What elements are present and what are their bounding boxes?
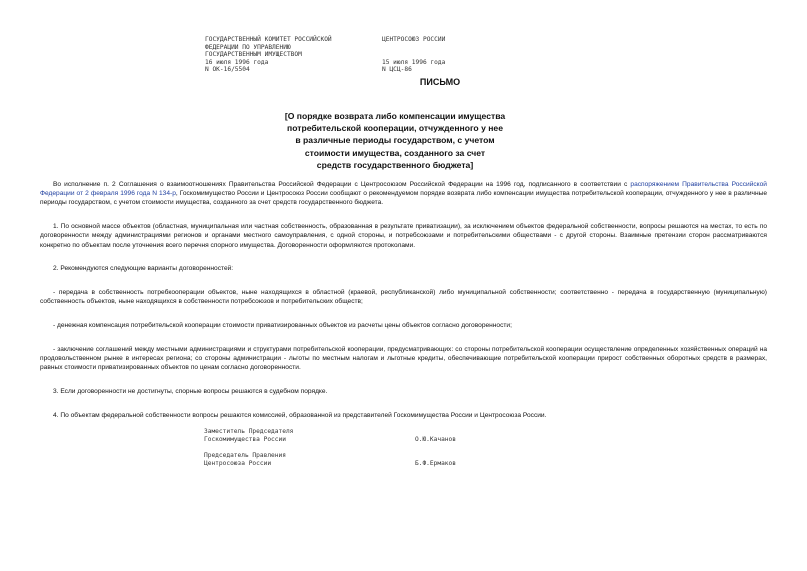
issuer-org-line-3: ГОСУДАРСТВЕННЫМ ИМУЩЕСТВОМ bbox=[205, 51, 302, 59]
title-line: [О порядке возврата либо компенсации имущества bbox=[284, 111, 506, 121]
document-kind: ПИСЬМО bbox=[419, 77, 461, 87]
signature-block-2-title: Председатель Правления Центросоюза России bbox=[204, 452, 286, 467]
signature-block-1-title: Заместитель Председателя Госкомимущества России bbox=[204, 428, 294, 443]
signature-2-name: Б.Ф.Ермаков bbox=[415, 460, 456, 467]
intro-paragraph: Во исполнение п. 2 Соглашения о взаимоотношениях Правительства Российской Федерации с Центросоюзом Российской Федерации на 1996 год, подписанного в соответствии с распоряжением Правительства Российской Федерации от 2 февраля 1996 года N 134-р, Госкомимущество России и Центросоюз России сообщают о рекомендуемом порядке возврата либо компенсации имущества потребительской кооперации, отчужденного у нее в различные периоды государством, с учетом стоимости имущества, созданного за счет средств государственного бюджета. bbox=[40, 181, 768, 207]
issuer-number: N ОК-16/5504 bbox=[205, 66, 250, 74]
government-order-link[interactable]: распоряжением Правительства Российской Федерации от 2 февраля 1996 года N 134-р bbox=[40, 181, 767, 198]
issuer-date: 16 июля 1996 года bbox=[205, 58, 269, 66]
option-compensation: - денежная компенсация потребительской кооперации стоимости приватизированных объектов из расчеты цены объектов согласно договоренности; bbox=[53, 322, 512, 330]
title-line: стоимости имущества, созданного за счет bbox=[304, 147, 486, 158]
header-left-block bbox=[205, 36, 332, 74]
issuer-org-line-1: ГОСУДАРСТВЕННЫЙ КОМИТЕТ РОССИЙСКОЙ bbox=[205, 36, 332, 43]
option-transfer: - передача в собственность потребкооперации объектов, ныне находящихся в областной (краевой, республиканской) либо муниципальной собственности; соответственно - передача в государственную (муниципальную) собственность объектов, ныне находящихся в собственности потребсоюзов и потребительских обществ; bbox=[40, 289, 767, 306]
paragraph-2: 2. Рекомендуются следующие варианты договоренностей: bbox=[53, 265, 234, 273]
option-agreements: - заключение соглашений между местными администрациями и структурами потребительской кооперации, предусматривающих: со стороны потребительской кооперации осуществление определенных хозяйственных операций на продовольственном рынке в интересах региона; со стороны администрации - льготы по местным налогам и льготные кредиты, обеспечивающие потребительской кооперации прирост собственных оборотных средств в размерах, равных стоимости приватизированных объектов по ценам согласно договоренности. bbox=[40, 346, 767, 372]
document-body bbox=[40, 180, 767, 435]
paragraph-1: 1. По основной массе объектов (областная, муниципальная или частная собственность, образованная в результате приватизации), за исключением объектов федеральной собственности, вопросы решаются на местах, то есть по договоренности между администрациями регионов и органами местного самоуправления, с одной стороны, и потребсоюзами и потребительскими обществами - с другой стороны. Взаимные претензии сторон рассматриваются конкретно по объектам после уточнения всего перечня спорного имущества. Договоренности оформляются протоколами. bbox=[40, 223, 767, 249]
issuer-org-line-2: ФЕДЕРАЦИИ ПО УПРАВЛЕНИЮ bbox=[205, 43, 291, 51]
header-right-block bbox=[382, 36, 445, 74]
title-line: в различные периоды государством, с учетом bbox=[295, 135, 495, 146]
title-line: потребительской кооперации, отчужденного у нее bbox=[287, 123, 503, 134]
signature-1-name: О.Ю.Качанов bbox=[415, 436, 456, 443]
co-issuer-number: N ЦСЦ-86 bbox=[382, 66, 412, 74]
co-issuer-org: ЦЕНТРОСОЮЗ РОССИИ bbox=[382, 36, 446, 43]
paragraph-4: 4. По объектам федеральной собственности вопросы решаются комиссией, образованной из представителей Госкомимущества России и Центросоюза России. bbox=[53, 412, 547, 419]
title-line: средств государственного бюджета] bbox=[316, 159, 474, 170]
co-issuer-date: 15 июля 1996 года bbox=[382, 58, 446, 66]
paragraph-3: 3. Если договоренности не достигнуты, спорные вопросы решаются в судебном порядке. bbox=[53, 388, 328, 396]
document-title bbox=[250, 110, 540, 171]
